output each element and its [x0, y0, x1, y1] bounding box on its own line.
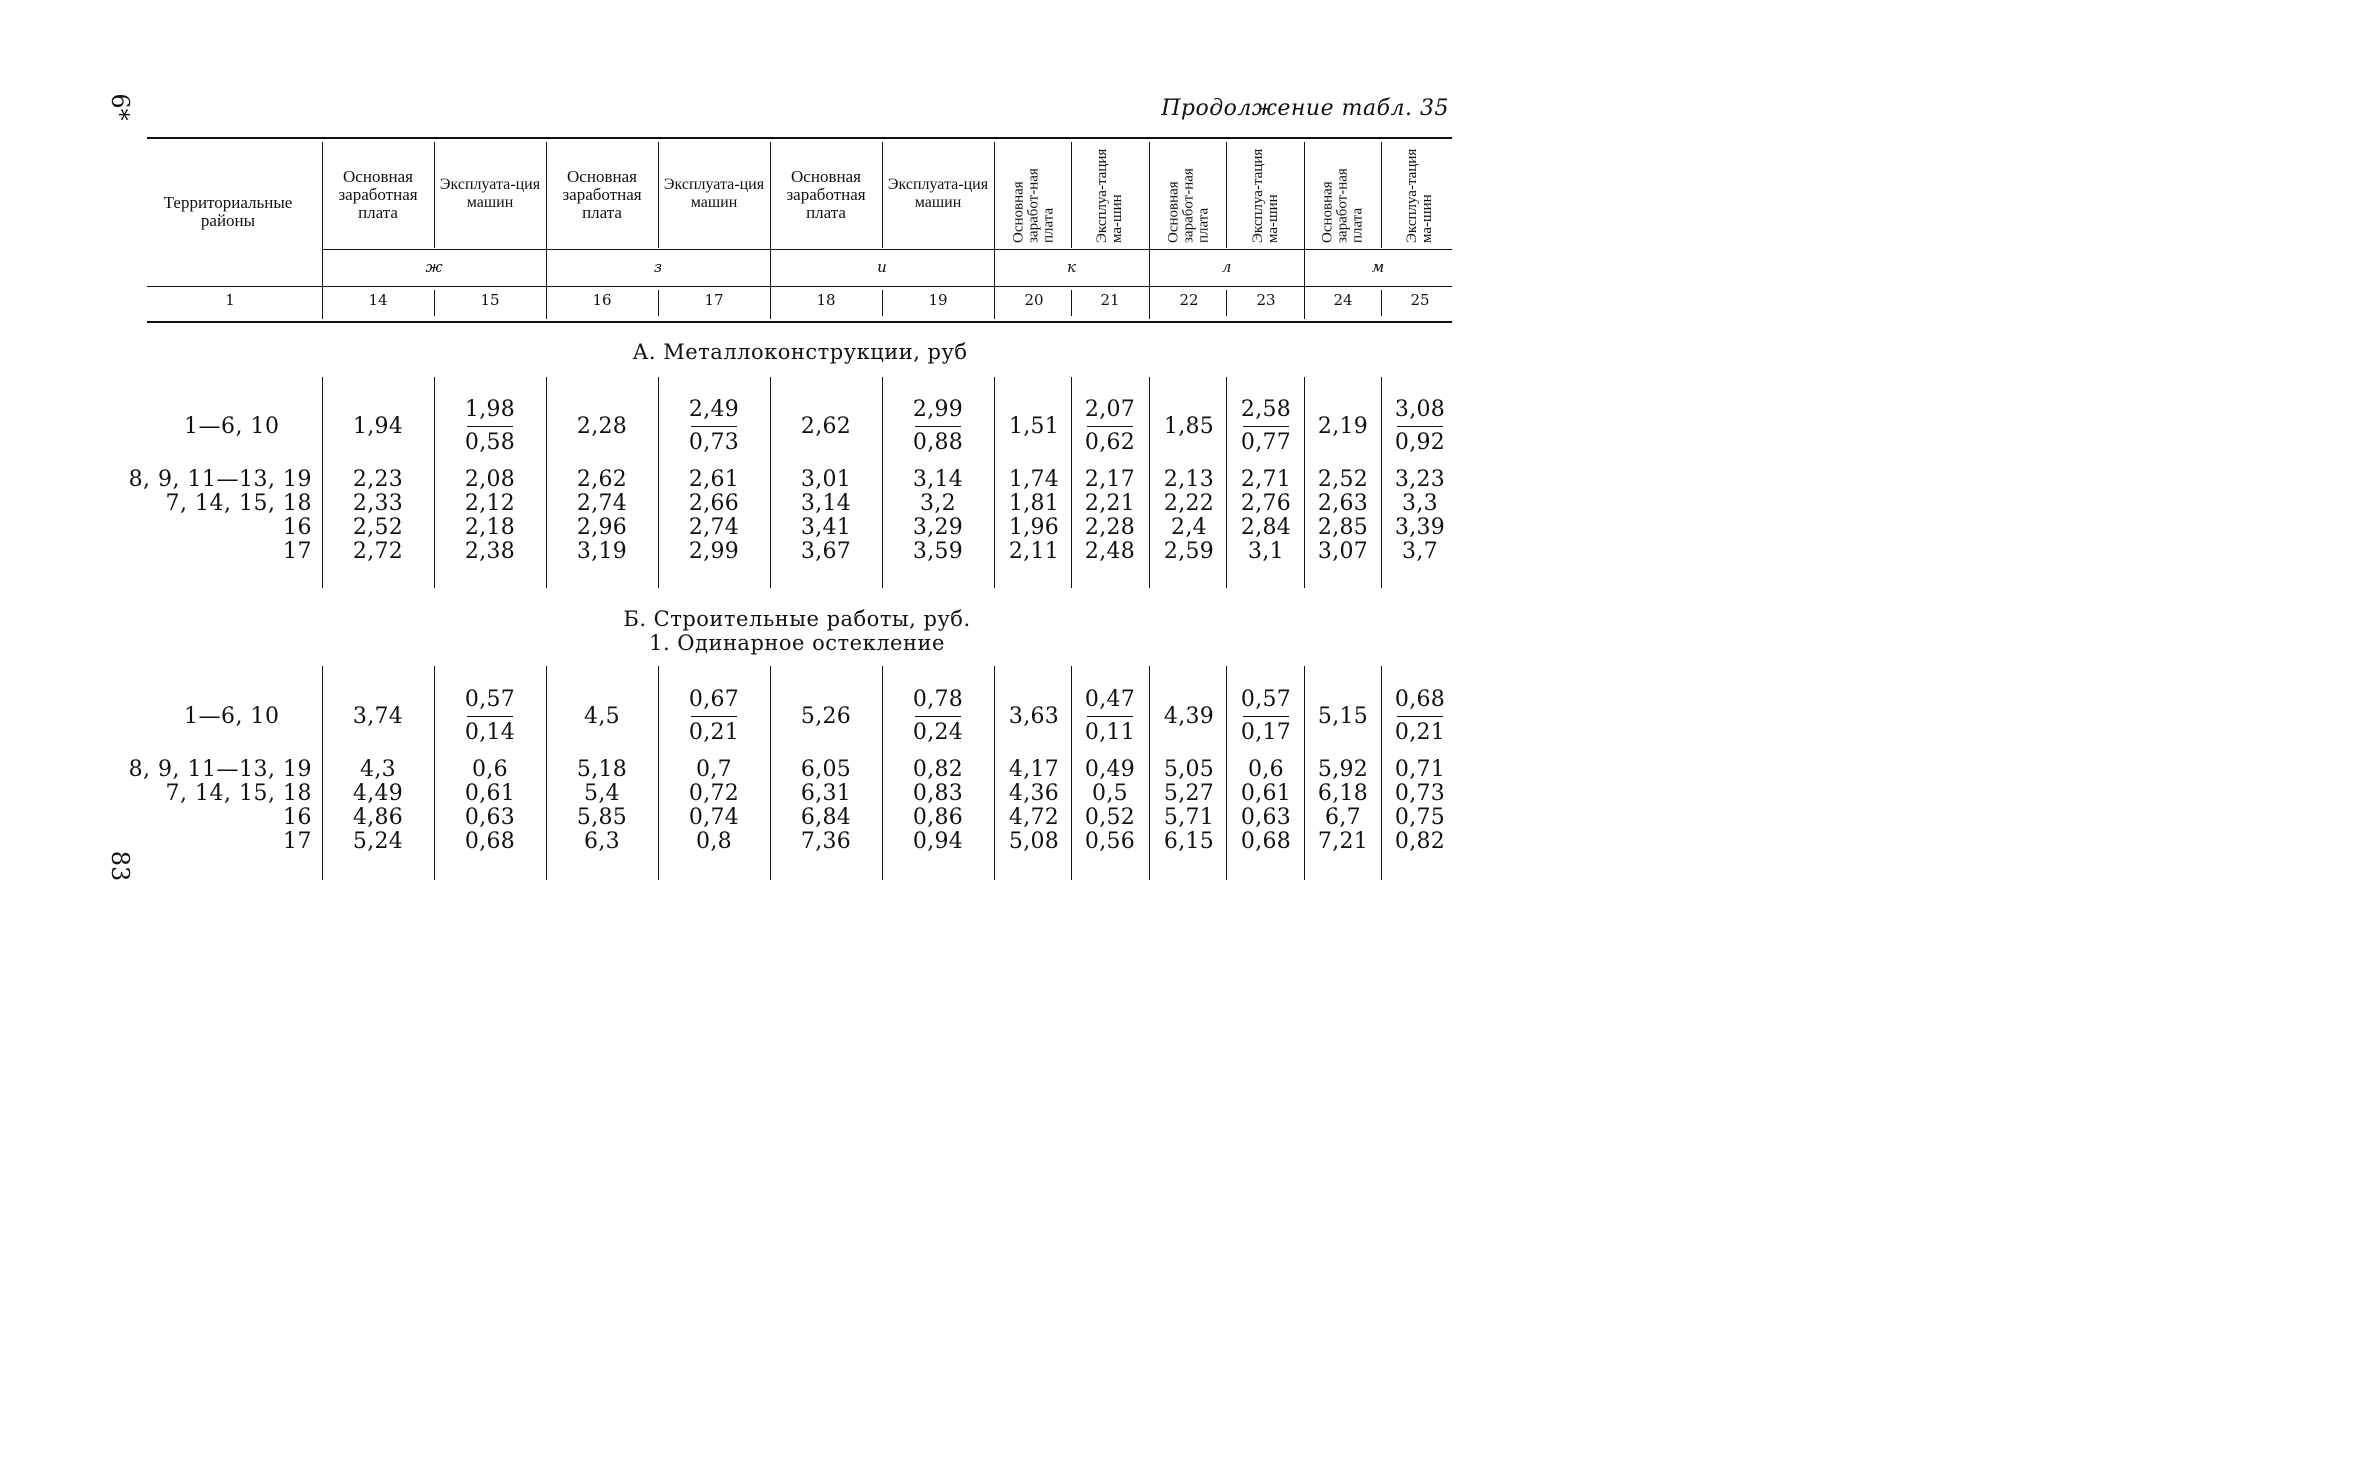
fraction-bar — [1243, 426, 1289, 427]
column-number: 14 — [368, 291, 388, 309]
table-cell: 0,6 — [1248, 757, 1284, 782]
table-cell: 1,51 — [1008, 414, 1060, 439]
header-col-rule — [1226, 142, 1227, 248]
table-cell: 4,49 — [352, 781, 404, 806]
body-col-rule — [658, 666, 659, 880]
table-cell: 2,18 — [464, 515, 516, 540]
table-cell: 2,28 — [576, 414, 628, 439]
col-header-machine-use: Эксплуата-ция машин — [887, 176, 989, 211]
row-label: 1—6, 10 — [184, 704, 280, 729]
body-col-rule — [994, 666, 995, 880]
table-cell: 2,61 — [688, 467, 740, 492]
fraction-numerator: 1,98 — [464, 397, 516, 422]
table-cell: 2,38 — [464, 539, 516, 564]
table-cell: 3,1 — [1248, 539, 1284, 564]
table-cell: 4,72 — [1008, 805, 1060, 830]
group-letter: к — [1067, 258, 1076, 276]
colnum-rule — [882, 290, 883, 316]
table-cell: 5,24 — [352, 829, 404, 854]
group-letter: ж — [425, 258, 443, 276]
table-cell: 3,14 — [912, 467, 964, 492]
col-header-machine-use-rotated: Эксплуа-тация ма-шин — [1404, 148, 1435, 243]
fraction-numerator: 2,58 — [1240, 397, 1292, 422]
column-number: 1 — [225, 291, 235, 309]
section-a-title: А. Металлоконструкции, руб — [632, 340, 968, 364]
table-cell: 5,15 — [1317, 704, 1369, 729]
body-col-rule — [1381, 377, 1382, 588]
table-cell: 0,7 — [696, 757, 732, 782]
col-header-machine-use-rotated: Эксплуа-тация ма-шин — [1250, 148, 1281, 243]
table-cell: 3,23 — [1394, 467, 1446, 492]
body-col-rule — [1304, 666, 1305, 880]
fraction-bar — [1243, 716, 1289, 717]
table-cell: 2,74 — [576, 491, 628, 516]
header-col-rule — [546, 142, 547, 319]
group-letter: и — [877, 258, 887, 276]
body-col-rule — [1149, 666, 1150, 880]
fraction-bar — [1087, 426, 1133, 427]
page-number: 83 — [106, 850, 134, 882]
column-number: 20 — [1024, 291, 1044, 309]
header-col-rule — [770, 142, 771, 319]
table-cell: 1,96 — [1008, 515, 1060, 540]
table-cell: 6,18 — [1317, 781, 1369, 806]
header-col-rule — [322, 142, 323, 319]
fraction-bar — [691, 426, 737, 427]
fraction-bar — [1087, 716, 1133, 717]
table-cell: 0,63 — [464, 805, 516, 830]
fraction-denominator: 0,17 — [1240, 720, 1292, 745]
header-col-rule — [994, 142, 995, 319]
table-cell: 0,49 — [1084, 757, 1136, 782]
fraction-denominator: 0,62 — [1084, 430, 1136, 455]
table-cell: 3,39 — [1394, 515, 1446, 540]
body-col-rule — [546, 377, 547, 588]
fraction-denominator: 0,88 — [912, 430, 964, 455]
table-cell: 0,86 — [912, 805, 964, 830]
table-cell: 2,62 — [800, 414, 852, 439]
col-header-basic-wage-rotated: Основная заработ-ная плата — [1319, 168, 1366, 243]
column-number: 19 — [928, 291, 948, 309]
table-cell: 4,39 — [1163, 704, 1215, 729]
table-cell: 2,66 — [688, 491, 740, 516]
table-cell: 5,18 — [576, 757, 628, 782]
fraction-bar — [1397, 426, 1443, 427]
body-col-rule — [1381, 666, 1382, 880]
row-label: 7, 14, 15, 18 — [165, 491, 312, 516]
table-cell: 3,74 — [352, 704, 404, 729]
table-cell: 6,31 — [800, 781, 852, 806]
table-cell: 2,08 — [464, 467, 516, 492]
row-label: 1—6, 10 — [184, 414, 280, 439]
section-b-title: Б. Строительные работы, руб. — [623, 607, 971, 631]
colnum-rule — [1381, 290, 1382, 316]
header-col-rule — [1304, 142, 1305, 319]
col-header-machine-use: Эксплуата-ция машин — [663, 176, 765, 211]
col-header-machine-use-rotated: Эксплуа-тация ма-шин — [1094, 148, 1125, 243]
body-col-rule — [1071, 666, 1072, 880]
row-label: 17 — [283, 829, 312, 854]
table-cell: 3,19 — [576, 539, 628, 564]
table-cell: 5,27 — [1163, 781, 1215, 806]
body-col-rule — [882, 377, 883, 588]
fraction-bar — [691, 716, 737, 717]
body-col-rule — [322, 666, 323, 880]
table-cell: 0,61 — [464, 781, 516, 806]
column-number: 21 — [1100, 291, 1120, 309]
header-bottom-rule — [147, 321, 1452, 323]
table-cell: 3,63 — [1008, 704, 1060, 729]
row-label: 16 — [283, 515, 312, 540]
column-number: 15 — [480, 291, 500, 309]
table-cell: 0,83 — [912, 781, 964, 806]
fraction-numerator: 0,78 — [912, 687, 964, 712]
table-cell: 0,74 — [688, 805, 740, 830]
table-cell: 2,96 — [576, 515, 628, 540]
table-cell: 3,3 — [1402, 491, 1438, 516]
row-label: 8, 9, 11—13, 19 — [128, 757, 312, 782]
table-cell: 0,52 — [1084, 805, 1136, 830]
table-cell: 2,72 — [352, 539, 404, 564]
col-header-basic-wage-rotated: Основная заработ-ная плата — [1165, 168, 1212, 243]
table-cell: 2,17 — [1084, 467, 1136, 492]
letters-rule — [322, 249, 1452, 250]
column-number: 24 — [1333, 291, 1353, 309]
col-header-basic-wage: Основная заработная плата — [786, 167, 866, 222]
table-cell: 0,63 — [1240, 805, 1292, 830]
fraction-denominator: 0,77 — [1240, 430, 1292, 455]
table-cell: 2,19 — [1317, 414, 1369, 439]
table-cell: 2,63 — [1317, 491, 1369, 516]
table-caption: Продолжение табл. 35 — [1161, 96, 1449, 121]
header-col-rule — [1381, 142, 1382, 248]
table-cell: 3,07 — [1317, 539, 1369, 564]
header-col-rule — [882, 142, 883, 248]
fraction-bar — [467, 426, 513, 427]
fraction-numerator: 3,08 — [1394, 397, 1446, 422]
table-cell: 2,52 — [1317, 467, 1369, 492]
table-cell: 2,84 — [1240, 515, 1292, 540]
column-number: 22 — [1179, 291, 1199, 309]
colnum-rule — [1071, 290, 1072, 316]
table-cell: 2,85 — [1317, 515, 1369, 540]
body-col-rule — [546, 666, 547, 880]
fraction-denominator: 0,24 — [912, 720, 964, 745]
col-header-machine-use: Эксплуата-ция машин — [439, 176, 541, 211]
colnum-rule — [1226, 290, 1227, 316]
table-cell: 5,08 — [1008, 829, 1060, 854]
col-header-basic-wage: Основная заработная плата — [338, 167, 418, 222]
body-col-rule — [882, 666, 883, 880]
row-label: 8, 9, 11—13, 19 — [128, 467, 312, 492]
table-cell: 6,05 — [800, 757, 852, 782]
table-cell: 5,05 — [1163, 757, 1215, 782]
table-cell: 2,13 — [1163, 467, 1215, 492]
row-label: 16 — [283, 805, 312, 830]
table-cell: 0,82 — [1394, 829, 1446, 854]
table-cell: 2,21 — [1084, 491, 1136, 516]
table-cell: 4,3 — [360, 757, 396, 782]
page-mark: 6* — [106, 93, 134, 121]
fraction-numerator: 0,57 — [1240, 687, 1292, 712]
header-col-rule — [1071, 142, 1072, 248]
header-col-rule — [1149, 142, 1150, 319]
table-cell: 2,76 — [1240, 491, 1292, 516]
body-col-rule — [770, 377, 771, 588]
fraction-numerator: 0,57 — [464, 687, 516, 712]
table-cell: 3,59 — [912, 539, 964, 564]
table-cell: 4,86 — [352, 805, 404, 830]
group-letter: л — [1221, 258, 1232, 276]
column-number: 23 — [1256, 291, 1276, 309]
table-cell: 3,01 — [800, 467, 852, 492]
fraction-numerator: 2,99 — [912, 397, 964, 422]
table-cell: 7,36 — [800, 829, 852, 854]
body-col-rule — [1226, 377, 1227, 588]
table-cell: 2,52 — [352, 515, 404, 540]
table-cell: 0,61 — [1240, 781, 1292, 806]
colnum-rule — [434, 290, 435, 316]
row-label: 17 — [283, 539, 312, 564]
body-col-rule — [1226, 666, 1227, 880]
table-cell: 1,81 — [1008, 491, 1060, 516]
table-cell: 0,8 — [696, 829, 732, 854]
table-cell: 5,92 — [1317, 757, 1369, 782]
table-cell: 0,72 — [688, 781, 740, 806]
table-cell: 2,59 — [1163, 539, 1215, 564]
fraction-denominator: 0,21 — [688, 720, 740, 745]
table-cell: 6,7 — [1325, 805, 1361, 830]
fraction-denominator: 0,58 — [464, 430, 516, 455]
table-cell: 3,2 — [920, 491, 956, 516]
table-cell: 3,7 — [1402, 539, 1438, 564]
table-cell: 5,26 — [800, 704, 852, 729]
table-cell: 7,21 — [1317, 829, 1369, 854]
table-cell: 6,15 — [1163, 829, 1215, 854]
col-header-basic-wage-rotated: Основная заработ-ная плата — [1010, 168, 1057, 243]
col-header-basic-wage: Основная заработная плата — [562, 167, 642, 222]
table-cell: 1,74 — [1008, 467, 1060, 492]
column-number: 16 — [592, 291, 612, 309]
numbers-rule — [147, 286, 1452, 287]
fraction-denominator: 0,92 — [1394, 430, 1446, 455]
table-cell: 2,71 — [1240, 467, 1292, 492]
row-label-header: Территориальные районы — [163, 193, 293, 230]
body-col-rule — [322, 377, 323, 588]
table-cell: 0,75 — [1394, 805, 1446, 830]
body-col-rule — [658, 377, 659, 588]
table-cell: 0,73 — [1394, 781, 1446, 806]
table-cell: 0,94 — [912, 829, 964, 854]
table-cell: 3,67 — [800, 539, 852, 564]
table-cell: 2,11 — [1008, 539, 1060, 564]
header-col-rule — [434, 142, 435, 248]
table-cell: 2,23 — [352, 467, 404, 492]
table-cell: 0,6 — [472, 757, 508, 782]
table-cell: 2,33 — [352, 491, 404, 516]
fraction-bar — [915, 426, 961, 427]
group-letter: м — [1371, 258, 1385, 276]
body-col-rule — [434, 666, 435, 880]
fraction-bar — [467, 716, 513, 717]
section-b-subtitle: 1. Одинарное остекление — [649, 631, 945, 655]
table-cell: 5,85 — [576, 805, 628, 830]
table-cell: 4,5 — [584, 704, 620, 729]
fraction-denominator: 0,11 — [1084, 720, 1136, 745]
table-cell: 2,12 — [464, 491, 516, 516]
table-cell: 1,94 — [352, 414, 404, 439]
body-col-rule — [1071, 377, 1072, 588]
colnum-rule — [658, 290, 659, 316]
header-col-rule — [658, 142, 659, 248]
fraction-denominator: 0,73 — [688, 430, 740, 455]
table-cell: 2,62 — [576, 467, 628, 492]
table-cell: 6,3 — [584, 829, 620, 854]
fraction-numerator: 2,49 — [688, 397, 740, 422]
table-cell: 2,48 — [1084, 539, 1136, 564]
table-cell: 3,41 — [800, 515, 852, 540]
fraction-bar — [915, 716, 961, 717]
header-top-rule — [147, 137, 1452, 139]
table-cell: 4,36 — [1008, 781, 1060, 806]
fraction-numerator: 0,68 — [1394, 687, 1446, 712]
table-cell: 4,17 — [1008, 757, 1060, 782]
table-cell: 0,82 — [912, 757, 964, 782]
table-cell: 6,84 — [800, 805, 852, 830]
body-col-rule — [770, 666, 771, 880]
body-col-rule — [434, 377, 435, 588]
table-cell: 3,29 — [912, 515, 964, 540]
fraction-numerator: 0,67 — [688, 687, 740, 712]
column-number: 25 — [1410, 291, 1430, 309]
body-col-rule — [1304, 377, 1305, 588]
table-cell: 0,71 — [1394, 757, 1446, 782]
column-number: 18 — [816, 291, 836, 309]
table-cell: 1,85 — [1163, 414, 1215, 439]
fraction-numerator: 0,47 — [1084, 687, 1136, 712]
table-cell: 5,71 — [1163, 805, 1215, 830]
table-cell: 2,4 — [1171, 515, 1207, 540]
fraction-bar — [1397, 716, 1443, 717]
table-cell: 2,99 — [688, 539, 740, 564]
body-col-rule — [994, 377, 995, 588]
table-cell: 2,28 — [1084, 515, 1136, 540]
row-label: 7, 14, 15, 18 — [165, 781, 312, 806]
group-letter: з — [653, 258, 663, 276]
table-cell: 0,68 — [464, 829, 516, 854]
fraction-numerator: 2,07 — [1084, 397, 1136, 422]
fraction-denominator: 0,21 — [1394, 720, 1446, 745]
table-cell: 3,14 — [800, 491, 852, 516]
table-cell: 2,74 — [688, 515, 740, 540]
fraction-denominator: 0,14 — [464, 720, 516, 745]
table-cell: 0,68 — [1240, 829, 1292, 854]
column-number: 17 — [704, 291, 724, 309]
body-col-rule — [1149, 377, 1150, 588]
table-cell: 0,56 — [1084, 829, 1136, 854]
table-cell: 2,22 — [1163, 491, 1215, 516]
table-cell: 5,4 — [584, 781, 620, 806]
table-cell: 0,5 — [1092, 781, 1128, 806]
